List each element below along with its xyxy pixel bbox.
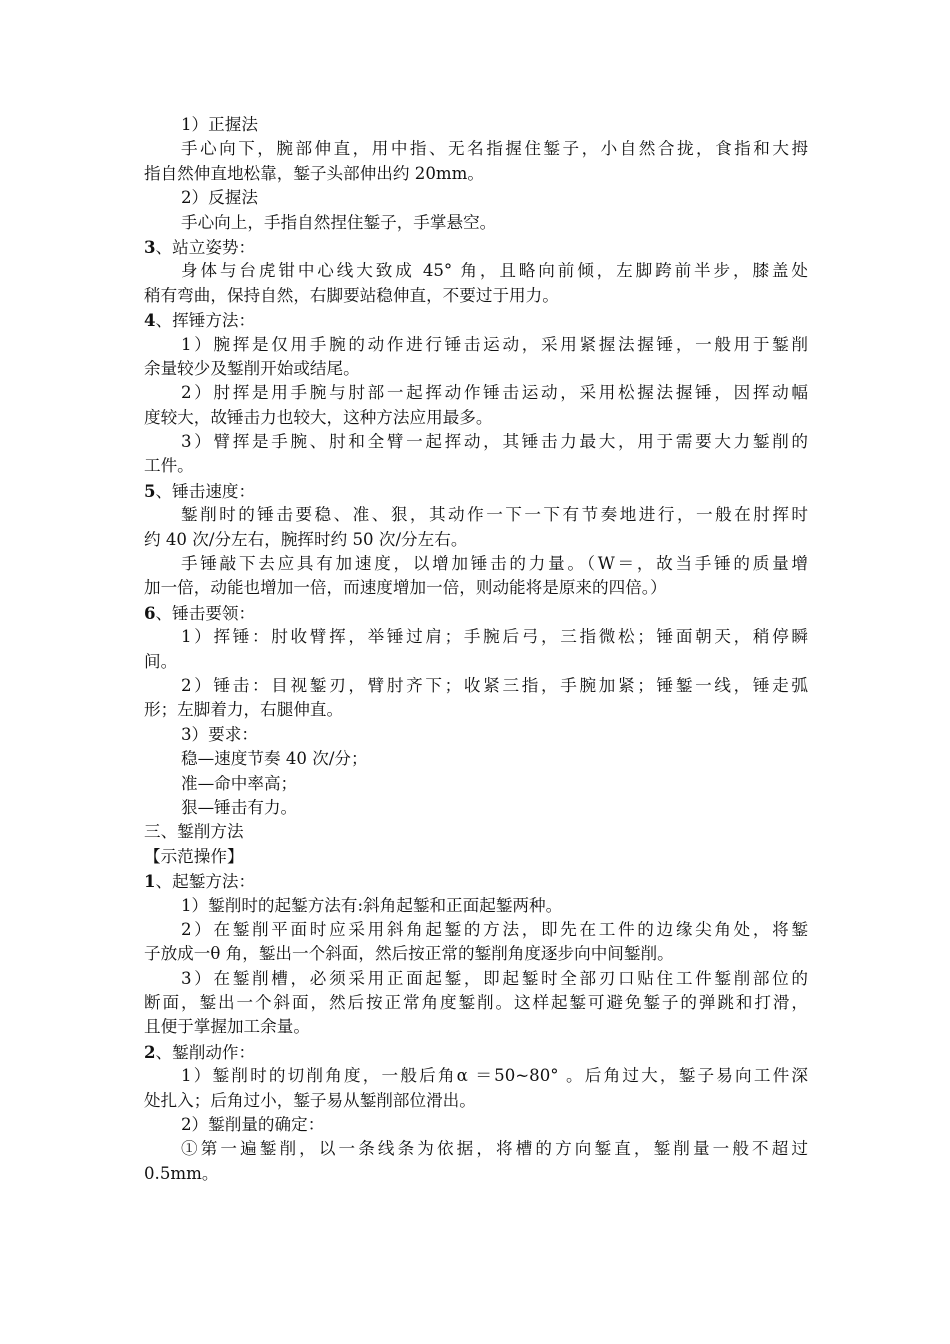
text-line — [144, 357, 808, 381]
section-number: 1 — [144, 871, 156, 892]
line-text: 指自然伸直地松靠，錾子头部伸出约 20mm。 — [144, 163, 484, 183]
line-text: 三、錾削方法 — [144, 822, 244, 842]
text-line — [144, 967, 808, 991]
line-text: 3）臂挥是手腕、肘和全臂一起挥动，其锤击力最大，用于需要大力錾削的 — [181, 432, 808, 452]
line-text: 且便于掌握加工余量。 — [144, 1017, 310, 1037]
text-line — [144, 674, 808, 698]
line-text: 0.5mm。 — [144, 1163, 219, 1183]
text-line — [144, 894, 808, 918]
text-line — [144, 1113, 808, 1137]
section-heading — [144, 869, 808, 893]
text-line — [144, 650, 808, 674]
line-text: 1）腕挥是仅用手腕的动作进行锤击运动，采用紧握法握锤，一般用于錾削 — [181, 334, 808, 354]
line-text: 余量较少及錾削开始或结尾。 — [144, 358, 360, 378]
line-text: 工件。 — [144, 456, 194, 476]
text-line — [144, 406, 808, 430]
line-text: 1）正握法 — [181, 115, 258, 134]
text-line — [144, 1089, 808, 1113]
section-heading — [144, 235, 808, 259]
line-text: 狠—锤击有力。 — [181, 797, 298, 817]
line-text: 2）肘挥是用手腕与肘部一起挥动作锤击运动，采用松握法握锤，因挥动幅 — [181, 383, 808, 403]
section-heading — [144, 601, 808, 625]
line-text: 处扎入；后角过小，錾子易从錾削部位滑出。 — [144, 1090, 476, 1110]
line-text: 3）要求： — [181, 724, 258, 744]
text-line — [144, 259, 808, 283]
line-text: 2）錾削量的确定： — [181, 1115, 325, 1135]
line-text: 稳—速度节奏 40 次/分； — [181, 749, 368, 769]
line-text: 身体与台虎钳中心线大致成 45° 角，且略向前倾，左脚跨前半步，膝盖处 — [181, 261, 808, 281]
section-number: 6 — [144, 602, 156, 623]
text-line — [144, 723, 808, 747]
text-line — [144, 503, 808, 527]
line-text: 加一倍，动能也增加一倍，而速度增加一倍，则动能将是原来的四倍。） — [144, 578, 667, 598]
text-line — [144, 113, 808, 137]
line-text: 断面，錾出一个斜面，然后按正常角度錾削。这样起錾可避免錾子的弹跳和打滑， — [144, 993, 808, 1013]
section-heading — [144, 479, 808, 503]
text-line — [144, 576, 808, 600]
text-line — [144, 528, 808, 552]
line-text: 手心向上，手指自然捏住錾子，手掌悬空。 — [181, 212, 497, 232]
text-line — [144, 552, 808, 576]
line-text: 约 40 次/分左右，腕挥时约 50 次/分左右。 — [144, 529, 468, 549]
text-line — [144, 918, 808, 942]
text-line — [144, 137, 808, 161]
line-text: 准—命中率高； — [181, 773, 298, 793]
line-text: 1）錾削时的切削角度，一般后角α ＝50~80° 。后角过大，錾子易向工件深 — [181, 1066, 808, 1086]
line-text: 、挥锤方法： — [155, 311, 256, 331]
document-body — [144, 113, 808, 1186]
text-line — [144, 698, 808, 722]
text-line — [144, 845, 808, 869]
line-text: 形；左脚着力，右腿伸直。 — [144, 700, 344, 720]
section-number: 4 — [144, 310, 156, 331]
line-text: 2）锤击：目视錾刃，臂肘齐下；收紧三指，手腕加紧；锤錾一线，锤走弧 — [181, 675, 808, 695]
text-line — [144, 1064, 808, 1088]
line-text: 手锤敲下去应具有加速度，以增加锤击的力量。（W＝，故当手锤的质量增 — [181, 554, 808, 574]
line-text: 稍有弯曲，保持自然，右脚要站稳伸直，不要过于用力。 — [144, 285, 559, 305]
text-line — [144, 796, 808, 820]
line-text: 、锤击要领： — [155, 603, 256, 623]
line-text: 度较大，故锤击力也较大，这种方法应用最多。 — [144, 407, 493, 427]
line-text: 【示范操作】 — [144, 846, 244, 866]
text-line — [144, 186, 808, 210]
section-number: 2 — [144, 1041, 156, 1062]
line-text: 2）在錾削平面时应采用斜角起錾的方法，即先在工件的边缘尖角处，将錾 — [181, 919, 808, 939]
text-line — [144, 1015, 808, 1039]
line-text: 、起錾方法： — [155, 872, 256, 892]
line-text: 、锤击速度： — [155, 481, 256, 501]
line-text: 、站立姿势： — [155, 237, 256, 257]
text-line — [144, 211, 808, 235]
section-number: 3 — [144, 236, 156, 257]
text-line — [144, 430, 808, 454]
line-text: ①第一遍錾削，以一条线条为依据，将槽的方向錾直，錾削量一般不超过 — [181, 1139, 808, 1159]
line-text: 2）反握法 — [181, 188, 258, 208]
section-heading — [144, 308, 808, 332]
text-line — [144, 991, 808, 1015]
line-text: 3）在錾削槽，必须采用正面起錾，即起錾时全部刃口贴住工件錾削部位的 — [181, 968, 808, 988]
text-line — [144, 747, 808, 771]
text-line — [144, 772, 808, 796]
line-text: 间。 — [144, 651, 178, 671]
text-line — [144, 625, 808, 649]
line-text: 1）挥锤：肘收臂挥，举锤过肩；手腕后弓，三指微松；锤面朝天，稍停瞬 — [181, 627, 808, 647]
text-line — [144, 333, 808, 357]
text-line — [144, 284, 808, 308]
text-line — [144, 381, 808, 405]
section-number: 5 — [144, 480, 156, 501]
text-line — [144, 454, 808, 478]
text-line — [144, 1137, 808, 1161]
line-text: 子放成一θ 角，錾出一个斜面，然后按正常的錾削角度逐步向中间錾削。 — [144, 944, 674, 964]
section-heading — [144, 1040, 808, 1064]
line-text: 手心向下，腕部伸直，用中指、无名指握住錾子，小自然合拢，食指和大拇 — [181, 139, 808, 159]
line-text: 、錾削动作： — [155, 1042, 256, 1062]
text-line — [144, 162, 808, 186]
text-line — [144, 942, 808, 966]
text-line — [144, 820, 808, 844]
line-text: 1）錾削时的起錾方法有:斜角起錾和正面起錾两种。 — [181, 895, 563, 915]
line-text: 錾削时的锤击要稳、准、狠，其动作一下一下有节奏地进行，一般在肘挥时 — [181, 505, 808, 525]
text-line — [144, 1162, 808, 1186]
